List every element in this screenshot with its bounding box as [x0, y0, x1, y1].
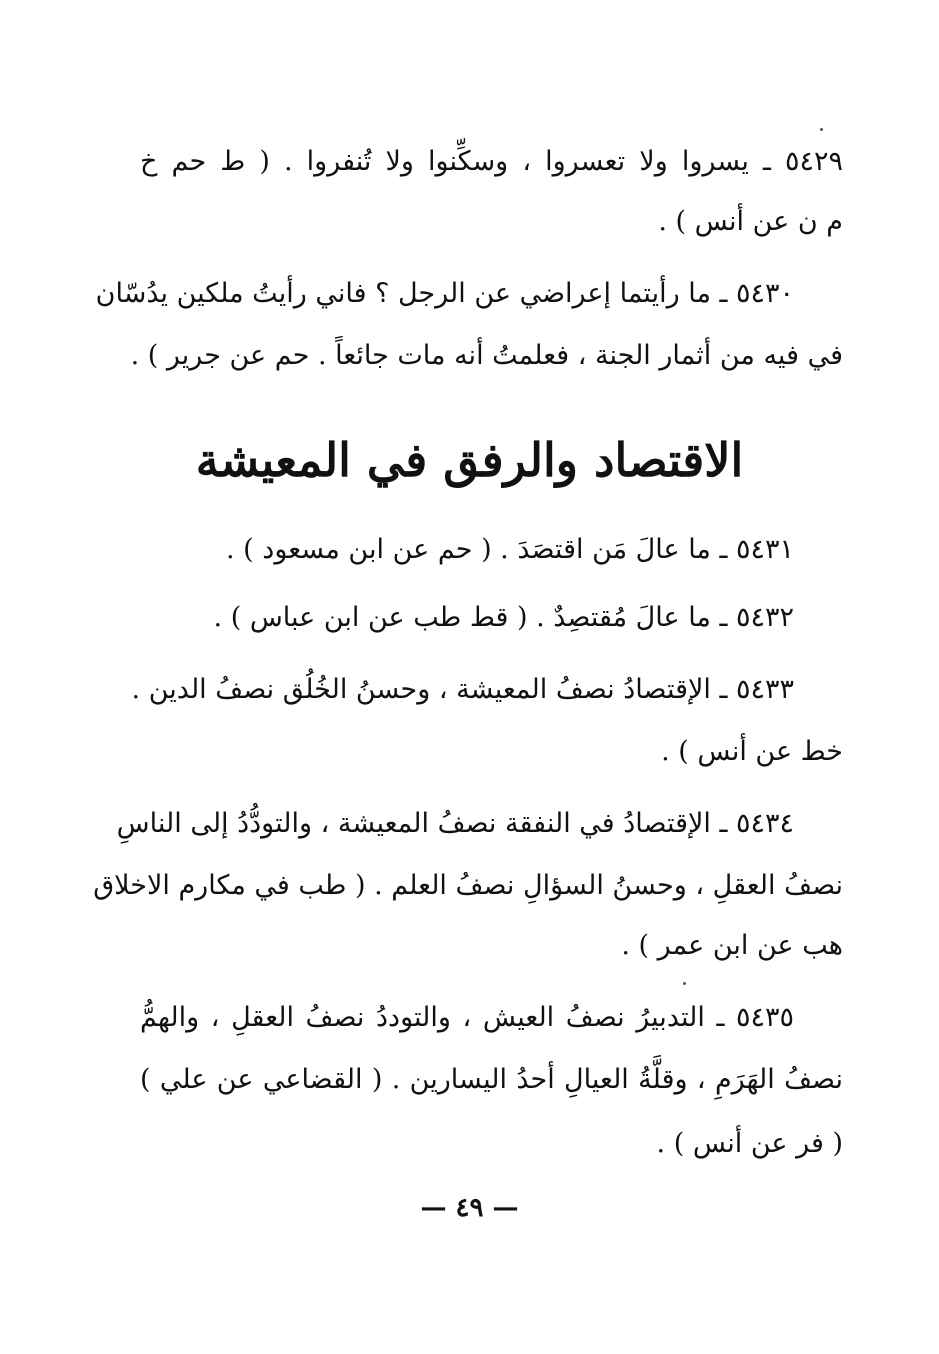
- entry-5434-line-1: ٥٤٣٤ ـ الإقتصادُ في النفقة نصفُ المعيشة ، والتودُّدُ إلى الناسِ: [116, 808, 794, 839]
- entry-5431-line-1: ٥٤٣١ ـ ما عالَ مَن اقتصَدَ . ( حم عن ابن مسعود ) .: [226, 534, 794, 565]
- entry-5433-line-2: خط عن أنس ) .: [661, 736, 843, 767]
- entry-5434-line-3: هب عن ابن عمر ) .: [621, 930, 843, 961]
- entry-5433-line-1: ٥٤٣٣ ـ الإقتصادُ نصفُ المعيشة ، وحسنُ الخُلُق نصفُ الدين .: [131, 674, 794, 705]
- entry-5429-line-1: ٥٤٢٩ ـ يسروا ولا تعسروا ، وسكِّنوا ولا تُنفروا . ( ط حم خ: [140, 146, 843, 177]
- entry-5435-line-3: ( فر عن أنس ) .: [656, 1128, 843, 1159]
- section-heading: الاقتصاد والرفق في المعيشة: [195, 433, 744, 487]
- entry-5430-line-1: ٥٤٣٠ ـ ما رأيتما إعراضي عن الرجل ؟ فاني رأيتُ ملكين يدُسّان: [95, 278, 794, 309]
- entry-5434-line-2: نصفُ العقلِ ، وحسنُ السؤالِ نصفُ العلم . ( طب في مكارم الاخلاق: [93, 870, 843, 901]
- entry-5430-line-2: في فيه من أثمار الجنة ، فعلمتُ أنه مات جائعاً . حم عن جرير ) .: [130, 340, 843, 371]
- entry-5429-line-2: م ن عن أنس ) .: [658, 206, 843, 237]
- entry-5432-line-1: ٥٤٣٢ ـ ما عالَ مُقتصِدٌ . ( قط طب عن ابن عباس ) .: [213, 602, 794, 633]
- scan-speck: [683, 982, 686, 985]
- entry-5435-line-1: ٥٤٣٥ ـ التدبيرُ نصفُ العيش ، والتوددُ نصفُ العقلِ ، والهمُّ: [140, 1002, 794, 1033]
- scan-speck: [820, 128, 823, 131]
- page-number: — ٤٩ —: [420, 1193, 519, 1223]
- entry-5435-line-2: نصفُ الهَرَمِ ، وقلَّةُ العيالِ أحدُ اليسارين . ( القضاعي عن علي ): [140, 1064, 843, 1095]
